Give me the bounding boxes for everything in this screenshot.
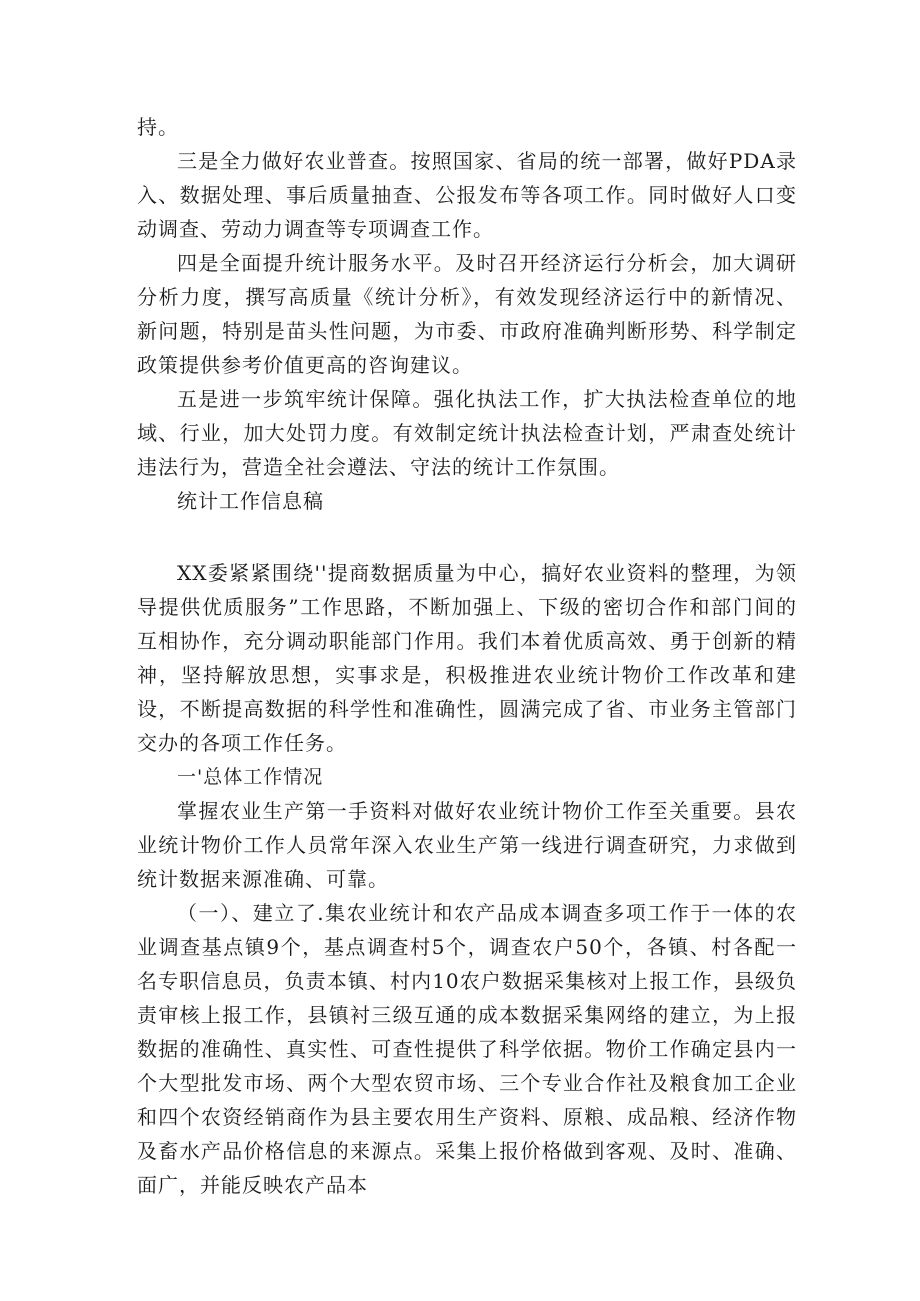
paragraph-first-hand-data: 掌握农业生产第一手资料对做好农业统计物价工作至关重要。县农业统计物价工作人员常年深入农业生产第一线进行调查研究，力求做到统计数据来源准确、可靠。	[137, 799, 797, 891]
paragraph-survey-network: （一）、建立了.集农业统计和农产品成本调查多项工作于一体的农业调查基点镇9个，基点调查村5个，调查农户50个，各镇、村各配一名专职信息员，负责本镇、村内10农户数据采集核对上报工作，县级负责审核上报工作，县镇衬三级互通的成本数据采集网络的建立，为上报数据的准确性、真实性、可查性提供了科学依据。物价工作确定县内一个大型批发市场、两个大型农贸市场、三个专业合作社及粮食加工企业和四个农资经销商作为县主要农用生产资料、原粮、成品粮、经济作物及畜水产品价格信息的来源点。采集上报价格做到客观、及时、准确、面广，并能反映农产品本	[137, 901, 797, 1197]
paragraph-introduction: XX委紧紧围绕''提商数据质量为中心，搞好农业资料的整理，为领导提供优质服务”工作思路，不断加强上、下级的密切合作和部门间的互相协作，充分调动职能部门作用。我们本着优质高效、勇于创新的精神，坚持解放思想，实事求是，积极推进农业统计物价工作改革和建设，不断提高数据的科学性和准确性，圆满完成了省、市业务主管部门交办的各项工作任务。	[137, 561, 797, 755]
document-title: 统计工作信息稿	[177, 489, 324, 513]
paragraph-statistical-service: 四是全面提升统计服务水平。及时召开经济运行分析会，加大调研分析力度，撰写高质量《统计分析》，有效发现经济运行中的新情况、新问题，特别是苗头性问题，为市委、市政府准确判断形势、科学制定政策提供参考价值更高的咨询建议。	[137, 251, 797, 377]
section-heading-overall: 一'总体工作情况	[177, 766, 324, 788]
paragraph-agricultural-census: 三是全力做好农业普查。按照国家、省局的统一部署，做好PDA录入、数据处理、事后质量抽查、公报发布等各项工作。同时做好人口变动调查、劳动力调查等专项调查工作。	[137, 149, 797, 241]
paragraph-continuation: 持。	[137, 115, 179, 139]
paragraph-statistical-guarantee: 五是进一步筑牢统计保障。强化执法工作，扩大执法检查单位的地域、行业，加大处罚力度。有效制定统计执法检查计划，严肃查处统计违法行为，营造全社会遵法、守法的统计工作氛围。	[137, 387, 797, 479]
